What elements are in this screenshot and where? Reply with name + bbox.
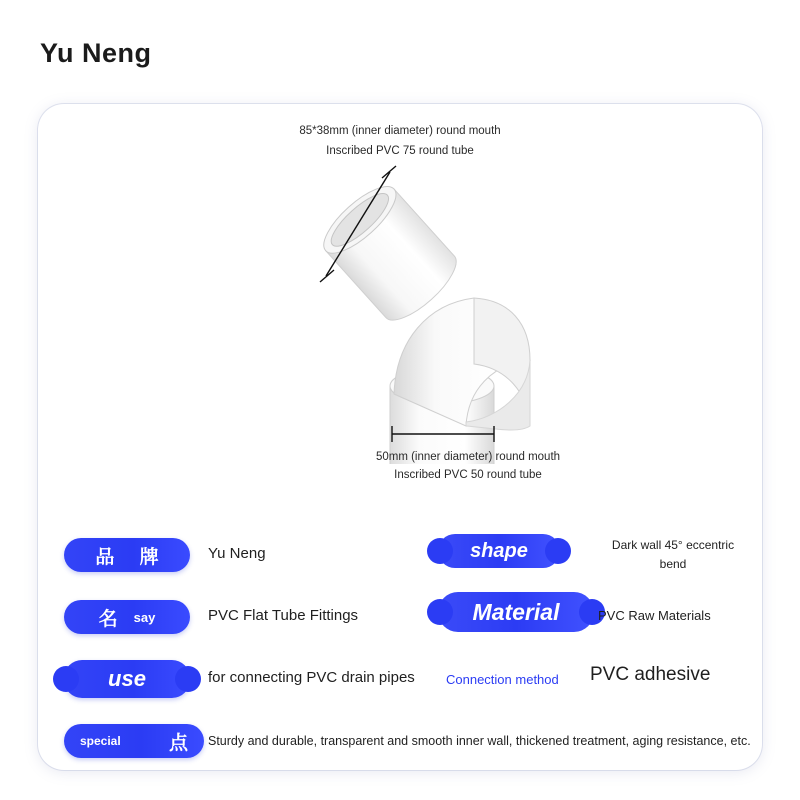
- bottom-callout-line2: Inscribed PVC 50 round tube: [394, 468, 542, 481]
- pill-blob-left-icon: [427, 538, 453, 564]
- pill-blob-right-icon: [545, 538, 571, 564]
- bottom-callout-line1: 50mm (inner diameter) round mouth: [375, 451, 561, 463]
- spec-value-material: PVC Raw Materials: [598, 608, 711, 623]
- spec-value-connection: PVC adhesive: [590, 664, 711, 685]
- pill-blob-right-icon: [175, 666, 201, 692]
- page-title: Yu Neng: [40, 38, 152, 68]
- spec-table: [38, 516, 762, 770]
- spec-label-features-en: special: [80, 734, 121, 748]
- spec-value-use: for connecting PVC drain pipes: [208, 669, 415, 686]
- spec-label-material: [438, 592, 594, 632]
- product-image: [278, 164, 578, 464]
- spec-label-features: [64, 724, 204, 758]
- spec-label-name-en: say: [133, 609, 156, 625]
- spec-label-brand: [64, 538, 190, 572]
- spec-label-use: [64, 660, 190, 698]
- spec-label-use-text: use: [108, 666, 146, 691]
- product-card: [38, 104, 762, 770]
- spec-row-brand: [38, 530, 762, 582]
- spec-label-name: [64, 600, 190, 634]
- spec-label-shape-text: shape: [470, 539, 528, 562]
- spec-value-brand: Yu Neng: [208, 545, 266, 562]
- spec-row-name: [38, 592, 762, 644]
- top-callout-line1: 85*38mm (inner diameter) round mouth: [299, 125, 501, 137]
- spec-label-brand-text: 品 牌: [95, 546, 169, 568]
- top-callout-line2: Inscribed PVC 75 round tube: [326, 144, 474, 157]
- top-callout: [270, 122, 530, 161]
- spec-label-material-text: Material: [472, 598, 560, 625]
- spec-label-shape: [438, 534, 560, 568]
- spec-row-features: [38, 716, 762, 768]
- spec-value-name: PVC Flat Tube Fittings: [208, 607, 359, 624]
- pill-blob-left-icon: [427, 599, 453, 625]
- spec-label-connection: Connection method: [446, 672, 559, 687]
- spec-label-features-cn: 点: [168, 732, 188, 754]
- spec-value-features: Sturdy and durable, transparent and smooth inner wall, thickened treatment, aging resistance, etc.: [208, 734, 751, 748]
- illustration-area: [38, 104, 762, 514]
- bottom-callout: [338, 449, 598, 485]
- spec-value-shape: Dark wall 45° eccentric bend: [611, 538, 735, 572]
- pill-blob-left-icon: [53, 666, 79, 692]
- spec-label-name-cn: 名: [98, 608, 120, 630]
- spec-row-use: [38, 654, 762, 706]
